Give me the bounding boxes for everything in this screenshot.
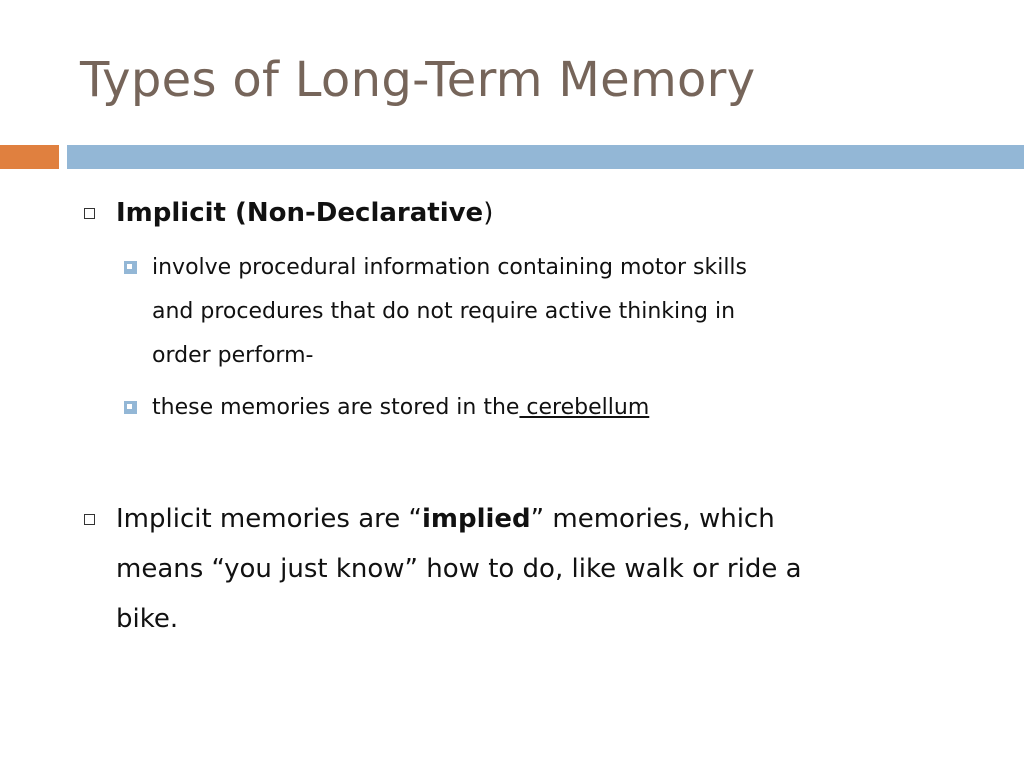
sub-bullet-text xyxy=(152,386,649,430)
slide-title: Types of Long-Term Memory xyxy=(80,52,756,108)
sub-bullet-plain: these memories are stored in the xyxy=(152,395,520,420)
bullet-line xyxy=(116,494,802,544)
square-bullet-icon xyxy=(84,514,95,525)
bullet-implicit xyxy=(84,188,493,238)
sub-bullet-line: and procedures that do not require active thinking in xyxy=(152,299,736,324)
bullet-heading-tail: ) xyxy=(483,198,494,228)
title-accent-bar xyxy=(0,145,59,169)
sub-bullet-cerebellum xyxy=(124,386,649,430)
sub-bullet-procedural xyxy=(124,246,747,378)
bullet-line: bike. xyxy=(116,604,179,634)
bullet-part: Implicit memories are “ xyxy=(116,504,422,534)
title-divider-bar xyxy=(67,145,1024,169)
bullet-implied xyxy=(84,494,802,644)
square-bullet-icon xyxy=(84,208,95,219)
sub-bullet-line: involve procedural information containing motor skills xyxy=(152,255,748,280)
filled-square-bullet-icon xyxy=(124,401,137,414)
bullet-part: ” memories, which xyxy=(530,504,775,534)
bullet-body xyxy=(116,494,802,644)
filled-square-bullet-icon xyxy=(124,261,137,274)
bullet-line: means “you just know” how to do, like walk or ride a xyxy=(116,554,802,584)
sub-bullet-text xyxy=(152,246,747,378)
implied-term: implied xyxy=(421,504,531,534)
cerebellum-term: cerebellum xyxy=(519,395,650,420)
bullet-heading-bold: Implicit (Non-Declarative xyxy=(116,198,484,228)
sub-bullet-line: order perform- xyxy=(152,343,314,368)
bullet-heading xyxy=(116,188,493,238)
